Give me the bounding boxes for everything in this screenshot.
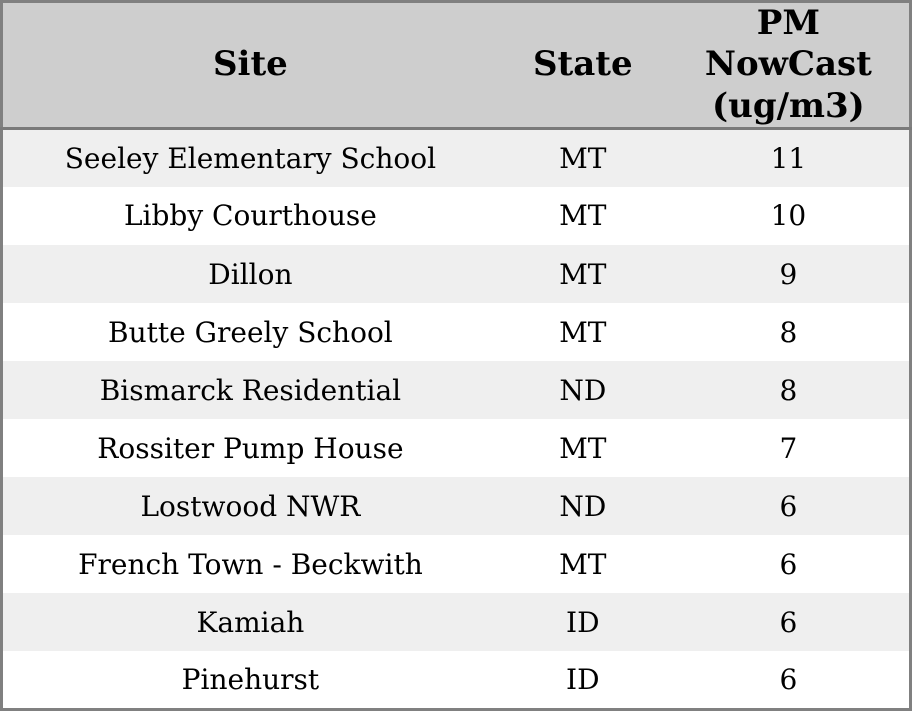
table-header [2,2,911,129]
site-cell: Seeley Elementary School [64,142,437,176]
state-cell: MT [559,257,607,291]
site-cell: Rossiter Pump House [97,431,404,465]
site-cell: French Town - Beckwith [78,547,423,581]
state-cell: ND [559,373,607,407]
table-row [2,535,911,593]
pm-cell: 7 [779,431,798,465]
state-cell: MT [559,199,607,233]
site-cell: Kamiah [196,605,305,639]
table-row [2,477,911,535]
site-cell: Bismarck Residential [99,373,402,407]
pm-cell: 9 [779,257,798,291]
site-cell: Lostwood NWR [140,489,361,523]
column-header-pm-nowcast [668,2,911,129]
pm-cell: 6 [779,663,798,697]
site-cell: Butte Greely School [108,315,393,349]
site-cell: Pinehurst [181,663,320,697]
table-body [2,129,911,710]
column-header-pm-nowcast-label: PM NowCast (ug/m3) [704,3,872,126]
state-cell: MT [559,431,607,465]
table-row [2,303,911,361]
table-row [2,245,911,303]
table-row [2,593,911,651]
table-row [2,419,911,477]
column-header-state [498,2,668,129]
pm-cell: 10 [770,199,807,233]
state-cell: ID [566,605,600,639]
state-cell: ND [559,489,607,523]
table-row [2,129,911,187]
pm-cell: 6 [779,547,798,581]
table-row [2,361,911,419]
site-cell: Dillon [208,257,293,291]
state-cell: MT [559,315,607,349]
state-cell: MT [559,142,607,176]
column-header-site-label: Site [213,44,288,85]
table-row [2,651,911,709]
state-cell: MT [559,547,607,581]
pm-cell: 8 [779,315,798,349]
header-row [2,2,911,129]
pm-cell: 8 [779,373,798,407]
site-cell: Libby Courthouse [123,199,377,233]
state-cell: ID [566,663,600,697]
pm-cell: 11 [770,142,807,176]
pm-cell: 6 [779,489,798,523]
pm-cell: 6 [779,605,798,639]
column-header-state-label: State [532,44,633,85]
table-row [2,187,911,245]
column-header-site [2,2,498,129]
